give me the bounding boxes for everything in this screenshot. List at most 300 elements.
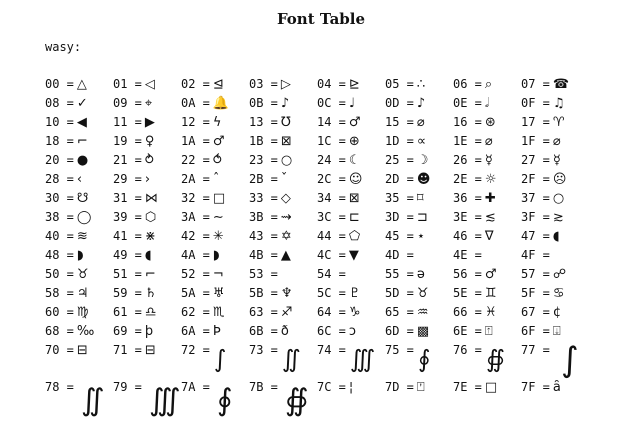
glyph-symbol: 🔔 bbox=[212, 96, 230, 111]
equals-sign: = bbox=[467, 153, 482, 167]
glyph-cell-66 bbox=[453, 304, 521, 323]
glyph-cell-00 bbox=[45, 76, 113, 95]
glyph-cell-54 bbox=[317, 266, 385, 285]
glyph-cell-16 bbox=[453, 114, 521, 133]
glyph-symbol: ♂ bbox=[212, 134, 225, 149]
equals-sign: = bbox=[59, 210, 74, 224]
glyph-code-label: 03 bbox=[249, 77, 264, 91]
glyph-symbol: ♫ bbox=[552, 96, 565, 111]
glyph-code-label: 63 bbox=[249, 305, 264, 319]
equals-sign: = bbox=[59, 115, 74, 129]
glyph-code-label: 04 bbox=[317, 77, 332, 91]
glyph-symbol: þ bbox=[144, 324, 154, 339]
equals-sign: = bbox=[535, 77, 550, 91]
glyph-symbol: ☹ bbox=[552, 172, 567, 187]
glyph-symbol: ⬠ bbox=[348, 229, 361, 244]
glyph-symbol: ⋈ bbox=[144, 191, 158, 206]
glyph-code-label: 3C bbox=[317, 210, 332, 224]
glyph-symbol: ♂ bbox=[348, 115, 361, 130]
glyph-cell-26 bbox=[453, 152, 521, 171]
glyph-cell-1d bbox=[385, 133, 453, 152]
glyph-cell-0e bbox=[453, 95, 521, 114]
equals-sign: = bbox=[127, 115, 142, 129]
glyph-cell-2a bbox=[181, 171, 249, 190]
glyph-code-label: 57 bbox=[521, 267, 536, 281]
glyph-code-label: 4F bbox=[521, 248, 536, 262]
glyph-cell-1a bbox=[181, 133, 249, 152]
equals-sign: = bbox=[467, 380, 482, 394]
equals-sign: = bbox=[263, 134, 278, 148]
glyph-code-label: 2C bbox=[317, 172, 332, 186]
glyph-cell-53 bbox=[249, 266, 317, 285]
glyph-symbol: ♃ bbox=[76, 286, 89, 301]
glyph-symbol: ⊏ bbox=[348, 210, 360, 225]
page-title: Font Table bbox=[276, 10, 366, 28]
glyph-code-label: 6A bbox=[181, 324, 196, 338]
glyph-cell-75 bbox=[385, 342, 453, 379]
equals-sign: = bbox=[195, 286, 210, 300]
glyph-code-label: 30 bbox=[45, 191, 60, 205]
glyph-symbol: ⊴ bbox=[212, 77, 224, 92]
glyph-cell-46 bbox=[453, 228, 521, 247]
glyph-code-label: 1B bbox=[249, 134, 264, 148]
equals-sign: = bbox=[399, 229, 414, 243]
glyph-cell-34 bbox=[317, 190, 385, 209]
glyph-symbol: ♀ bbox=[144, 134, 155, 149]
glyph-cell-21 bbox=[113, 152, 181, 171]
glyph-symbol: ∫ bbox=[561, 340, 579, 380]
glyph-cell-47 bbox=[521, 228, 589, 247]
glyph-cell-67 bbox=[521, 304, 589, 323]
equals-sign: = bbox=[467, 324, 482, 338]
glyph-code-label: 40 bbox=[45, 229, 60, 243]
equals-sign: = bbox=[399, 343, 414, 357]
glyph-code-label: 5E bbox=[453, 286, 468, 300]
glyph-code-label: 46 bbox=[453, 229, 468, 243]
glyph-cell-69 bbox=[113, 323, 181, 342]
glyph-cell-76 bbox=[453, 342, 521, 379]
equals-sign: = bbox=[195, 343, 210, 357]
glyph-cell-5c bbox=[317, 285, 385, 304]
glyph-code-label: 3D bbox=[385, 210, 400, 224]
glyph-code-label: 24 bbox=[317, 153, 332, 167]
equals-sign: = bbox=[127, 229, 142, 243]
equals-sign: = bbox=[331, 343, 346, 357]
glyph-symbol: ∴ bbox=[416, 77, 426, 92]
glyph-code-label: 42 bbox=[181, 229, 196, 243]
glyph-code-label: 13 bbox=[249, 115, 264, 129]
glyph-code-label: 52 bbox=[181, 267, 196, 281]
glyph-symbol: ‹ bbox=[76, 172, 83, 187]
equals-sign: = bbox=[535, 172, 550, 186]
glyph-symbol: ◗ bbox=[212, 248, 220, 263]
equals-sign: = bbox=[535, 115, 550, 129]
glyph-code-label: 2E bbox=[453, 172, 468, 186]
glyph-cell-0a bbox=[181, 95, 249, 114]
equals-sign: = bbox=[263, 191, 278, 205]
glyph-cell-52 bbox=[181, 266, 249, 285]
equals-sign: = bbox=[127, 305, 142, 319]
glyph-code-label: 3E bbox=[453, 210, 468, 224]
glyph-cell-27 bbox=[521, 152, 589, 171]
glyph-cell-15 bbox=[385, 114, 453, 133]
glyph-symbol: ⋆ bbox=[416, 229, 426, 244]
equals-sign: = bbox=[467, 343, 482, 357]
glyph-code-label: 16 bbox=[453, 115, 468, 129]
glyph-symbol: ȃ bbox=[552, 380, 561, 395]
equals-sign: = bbox=[535, 210, 550, 224]
equals-sign: = bbox=[59, 172, 74, 186]
glyph-symbol: □ bbox=[484, 380, 498, 395]
glyph-symbol: ♉ bbox=[416, 286, 429, 301]
glyph-code-label: 22 bbox=[181, 153, 196, 167]
glyph-code-label: 0A bbox=[181, 96, 196, 110]
glyph-cell-2d bbox=[385, 171, 453, 190]
glyph-cell-3a bbox=[181, 209, 249, 228]
glyph-cell-05 bbox=[385, 76, 453, 95]
glyph-symbol: ⊠ bbox=[280, 134, 292, 149]
glyph-code-label: 7F bbox=[521, 380, 536, 394]
glyph-cell-0b bbox=[249, 95, 317, 114]
equals-sign: = bbox=[535, 343, 550, 357]
glyph-code-label: 65 bbox=[385, 305, 400, 319]
glyph-symbol: ♆ bbox=[280, 286, 293, 301]
equals-sign: = bbox=[467, 134, 482, 148]
glyph-cell-74 bbox=[317, 342, 385, 379]
glyph-symbol: ⌕ bbox=[484, 77, 493, 92]
equals-sign: = bbox=[535, 286, 550, 300]
glyph-symbol: ≋ bbox=[76, 229, 88, 244]
glyph-code-label: 58 bbox=[45, 286, 60, 300]
equals-sign: = bbox=[195, 134, 210, 148]
equals-sign: = bbox=[195, 380, 210, 394]
equals-sign: = bbox=[331, 134, 346, 148]
equals-sign: = bbox=[331, 153, 346, 167]
glyph-symbol: ∇ bbox=[484, 229, 494, 244]
equals-sign: = bbox=[399, 267, 414, 281]
glyph-symbol: ˆ bbox=[212, 172, 220, 187]
glyph-code-label: 27 bbox=[521, 153, 536, 167]
glyph-code-label: 01 bbox=[113, 77, 128, 91]
glyph-cell-45 bbox=[385, 228, 453, 247]
glyph-symbol: ⇝ bbox=[280, 210, 292, 225]
glyph-code-label: 3F bbox=[521, 210, 536, 224]
equals-sign: = bbox=[535, 229, 550, 243]
equals-sign: = bbox=[127, 77, 142, 91]
glyph-symbol: ☻ bbox=[416, 172, 431, 187]
glyph-symbol: ☾ bbox=[348, 153, 361, 168]
equals-sign: = bbox=[195, 210, 210, 224]
glyph-cell-09 bbox=[113, 95, 181, 114]
glyph-code-label: 5F bbox=[521, 286, 536, 300]
equals-sign: = bbox=[59, 343, 74, 357]
glyph-code-label: 2F bbox=[521, 172, 536, 186]
glyph-symbol: ð bbox=[280, 324, 289, 339]
glyph-symbol: ∝ bbox=[416, 134, 427, 149]
glyph-symbol: ∭ bbox=[149, 383, 181, 418]
equals-sign: = bbox=[331, 96, 346, 110]
glyph-cell-11 bbox=[113, 114, 181, 133]
glyph-cell-12 bbox=[181, 114, 249, 133]
glyph-code-label: 69 bbox=[113, 324, 128, 338]
glyph-symbol: ¦ bbox=[348, 380, 354, 395]
glyph-symbol: ⌐ bbox=[76, 134, 88, 149]
glyph-symbol: ♅ bbox=[212, 286, 225, 301]
glyph-symbol: ● bbox=[76, 153, 89, 168]
glyph-symbol: ⊛ bbox=[484, 115, 496, 130]
glyph-symbol: ∭ bbox=[350, 345, 376, 373]
equals-sign: = bbox=[127, 286, 142, 300]
glyph-symbol: ♪ bbox=[280, 96, 290, 111]
glyph-code-label: 7E bbox=[453, 380, 468, 394]
glyph-cell-73 bbox=[249, 342, 317, 379]
equals-sign: = bbox=[467, 96, 482, 110]
glyph-cell-4e bbox=[453, 247, 521, 266]
equals-sign: = bbox=[399, 77, 414, 91]
glyph-cell-63 bbox=[249, 304, 317, 323]
glyph-cell-7d bbox=[385, 379, 453, 428]
glyph-code-label: 74 bbox=[317, 343, 332, 357]
glyph-symbol: ◀ bbox=[76, 115, 87, 130]
glyph-cell-22 bbox=[181, 152, 249, 171]
equals-sign: = bbox=[535, 96, 550, 110]
glyph-symbol: ♓ bbox=[484, 305, 497, 320]
glyph-code-label: 15 bbox=[385, 115, 400, 129]
glyph-code-label: 7B bbox=[249, 380, 264, 394]
glyph-code-label: 60 bbox=[45, 305, 60, 319]
glyph-cell-43 bbox=[249, 228, 317, 247]
glyph-cell-51 bbox=[113, 266, 181, 285]
glyph-symbol: ∮ bbox=[418, 345, 431, 373]
equals-sign: = bbox=[331, 229, 346, 243]
glyph-cell-18 bbox=[45, 133, 113, 152]
equals-sign: = bbox=[263, 324, 278, 338]
glyph-code-label: 44 bbox=[317, 229, 332, 243]
glyph-cell-13 bbox=[249, 114, 317, 133]
glyph-cell-0d bbox=[385, 95, 453, 114]
glyph-code-label: 7A bbox=[181, 380, 196, 394]
equals-sign: = bbox=[195, 96, 210, 110]
glyph-code-label: 0B bbox=[249, 96, 264, 110]
glyph-code-label: 72 bbox=[181, 343, 196, 357]
glyph-code-label: 7D bbox=[385, 380, 400, 394]
glyph-symbol: △ bbox=[76, 77, 87, 92]
equals-sign: = bbox=[331, 77, 346, 91]
glyph-cell-3f bbox=[521, 209, 589, 228]
equals-sign: = bbox=[399, 286, 414, 300]
equals-sign: = bbox=[467, 191, 482, 205]
equals-sign: = bbox=[195, 172, 210, 186]
glyph-code-label: 38 bbox=[45, 210, 60, 224]
glyph-cell-14 bbox=[317, 114, 385, 133]
glyph-code-label: 23 bbox=[249, 153, 264, 167]
equals-sign: = bbox=[59, 96, 74, 110]
glyph-code-label: 79 bbox=[113, 380, 128, 394]
equals-sign: = bbox=[59, 305, 74, 319]
glyph-symbol: ə bbox=[416, 267, 425, 282]
equals-sign: = bbox=[399, 324, 414, 338]
equals-sign: = bbox=[467, 248, 482, 262]
equals-sign: = bbox=[331, 380, 346, 394]
glyph-code-label: 19 bbox=[113, 134, 128, 148]
glyph-symbol: ☼ bbox=[484, 172, 497, 187]
glyph-cell-7c bbox=[317, 379, 385, 428]
glyph-cell-68 bbox=[45, 323, 113, 342]
glyph-symbol: ✳ bbox=[212, 229, 224, 244]
equals-sign: = bbox=[127, 96, 142, 110]
glyph-code-label: 21 bbox=[113, 153, 128, 167]
glyph-code-label: 0F bbox=[521, 96, 536, 110]
glyph-code-label: 1C bbox=[317, 134, 332, 148]
glyph-code-label: 50 bbox=[45, 267, 60, 281]
glyph-cell-04 bbox=[317, 76, 385, 95]
glyph-code-label: 07 bbox=[521, 77, 536, 91]
glyph-code-label: 18 bbox=[45, 134, 60, 148]
equals-sign: = bbox=[195, 324, 210, 338]
glyph-code-label: 2D bbox=[385, 172, 400, 186]
glyph-code-label: 51 bbox=[113, 267, 128, 281]
equals-sign: = bbox=[195, 267, 210, 281]
glyph-code-label: 25 bbox=[385, 153, 400, 167]
glyph-cell-65 bbox=[385, 304, 453, 323]
glyph-cell-36 bbox=[453, 190, 521, 209]
equals-sign: = bbox=[535, 153, 550, 167]
glyph-code-label: 6C bbox=[317, 324, 332, 338]
glyph-code-label: 56 bbox=[453, 267, 468, 281]
glyph-cell-71 bbox=[113, 342, 181, 379]
glyph-code-label: 75 bbox=[385, 343, 400, 357]
equals-sign: = bbox=[399, 191, 414, 205]
glyph-cell-7f bbox=[521, 379, 589, 428]
equals-sign: = bbox=[263, 153, 278, 167]
glyph-code-label: 0D bbox=[385, 96, 400, 110]
glyph-symbol: ⊠ bbox=[348, 191, 360, 206]
glyph-symbol: ♒ bbox=[416, 305, 429, 320]
equals-sign: = bbox=[263, 210, 278, 224]
glyph-cell-49 bbox=[113, 247, 181, 266]
glyph-cell-3c bbox=[317, 209, 385, 228]
glyph-symbol: ▲ bbox=[280, 248, 291, 263]
equals-sign: = bbox=[331, 267, 346, 281]
glyph-code-label: 1A bbox=[181, 134, 196, 148]
glyph-code-label: 68 bbox=[45, 324, 60, 338]
equals-sign: = bbox=[59, 267, 74, 281]
glyph-cell-4d bbox=[385, 247, 453, 266]
glyph-code-label: 09 bbox=[113, 96, 128, 110]
equals-sign: = bbox=[535, 380, 550, 394]
glyph-code-label: 73 bbox=[249, 343, 264, 357]
glyph-cell-6d bbox=[385, 323, 453, 342]
glyph-code-label: 6E bbox=[453, 324, 468, 338]
glyph-symbol: ▷ bbox=[280, 77, 291, 92]
glyph-cell-02 bbox=[181, 76, 249, 95]
glyph-cell-41 bbox=[113, 228, 181, 247]
glyph-cell-28 bbox=[45, 171, 113, 190]
equals-sign: = bbox=[535, 305, 550, 319]
glyph-symbol: ♈ bbox=[552, 115, 565, 130]
glyph-symbol: ♋ bbox=[552, 286, 565, 301]
glyph-cell-61 bbox=[113, 304, 181, 323]
glyph-code-label: 39 bbox=[113, 210, 128, 224]
glyph-cell-3b bbox=[249, 209, 317, 228]
glyph-symbol: ⥁ bbox=[144, 153, 154, 168]
glyph-symbol: ⍞ bbox=[416, 380, 425, 395]
glyph-symbol: ⍐ bbox=[484, 324, 493, 339]
glyph-code-label: 62 bbox=[181, 305, 196, 319]
glyph-symbol: ✓ bbox=[76, 96, 88, 111]
equals-sign: = bbox=[59, 77, 74, 91]
glyph-cell-72 bbox=[181, 342, 249, 379]
glyph-cell-17 bbox=[521, 114, 589, 133]
glyph-code-label: 71 bbox=[113, 343, 128, 357]
glyph-symbol: ♩ bbox=[348, 96, 356, 111]
glyph-cell-78 bbox=[45, 379, 113, 428]
glyph-symbol: ⍗ bbox=[552, 324, 561, 339]
glyph-code-label: 78 bbox=[45, 380, 60, 394]
glyph-symbol: ☿ bbox=[484, 153, 493, 168]
equals-sign: = bbox=[263, 305, 278, 319]
glyph-symbol: › bbox=[144, 172, 151, 187]
glyph-symbol: ≳ bbox=[552, 210, 564, 225]
glyph-cell-37 bbox=[521, 190, 589, 209]
glyph-cell-07 bbox=[521, 76, 589, 95]
equals-sign: = bbox=[59, 229, 74, 243]
glyph-symbol: ⊕ bbox=[348, 134, 360, 149]
glyph-code-label: 37 bbox=[521, 191, 536, 205]
equals-sign: = bbox=[467, 172, 482, 186]
glyph-cell-6a bbox=[181, 323, 249, 342]
glyph-code-label: 05 bbox=[385, 77, 400, 91]
glyph-code-label: 14 bbox=[317, 115, 332, 129]
glyph-symbol: ‰ bbox=[76, 324, 95, 339]
glyph-code-label: 47 bbox=[521, 229, 536, 243]
equals-sign: = bbox=[195, 115, 210, 129]
glyph-cell-56 bbox=[453, 266, 521, 285]
glyph-cell-4b bbox=[249, 247, 317, 266]
equals-sign: = bbox=[399, 305, 414, 319]
glyph-symbol: ˇ bbox=[280, 172, 288, 187]
glyph-symbol: Þ bbox=[212, 324, 221, 339]
glyph-symbol: ¬ bbox=[212, 267, 224, 282]
glyph-symbol: ∼ bbox=[212, 210, 224, 225]
equals-sign: = bbox=[263, 380, 278, 394]
equals-sign: = bbox=[535, 248, 550, 262]
glyph-code-label: 64 bbox=[317, 305, 332, 319]
glyph-code-label: 12 bbox=[181, 115, 196, 129]
glyph-cell-57 bbox=[521, 266, 589, 285]
glyph-cell-59 bbox=[113, 285, 181, 304]
equals-sign: = bbox=[127, 324, 142, 338]
equals-sign: = bbox=[399, 96, 414, 110]
glyph-code-label: 5A bbox=[181, 286, 196, 300]
glyph-symbol: ⌀ bbox=[416, 115, 425, 130]
equals-sign: = bbox=[399, 248, 414, 262]
glyph-code-label: 0E bbox=[453, 96, 468, 110]
equals-sign: = bbox=[399, 153, 414, 167]
glyph-symbol: ⥀ bbox=[212, 153, 222, 168]
equals-sign: = bbox=[467, 305, 482, 319]
equals-sign: = bbox=[127, 248, 142, 262]
glyph-cell-1c bbox=[317, 133, 385, 152]
glyph-code-label: 4E bbox=[453, 248, 468, 262]
glyph-code-label: 6D bbox=[385, 324, 400, 338]
glyph-symbol: ☽ bbox=[416, 153, 429, 168]
equals-sign: = bbox=[467, 210, 482, 224]
glyph-symbol: ∯ bbox=[486, 345, 505, 373]
glyph-symbol: ☋ bbox=[76, 191, 89, 206]
glyph-symbol: ⌐ bbox=[144, 267, 156, 282]
glyph-symbol: ⌖ bbox=[144, 96, 153, 111]
